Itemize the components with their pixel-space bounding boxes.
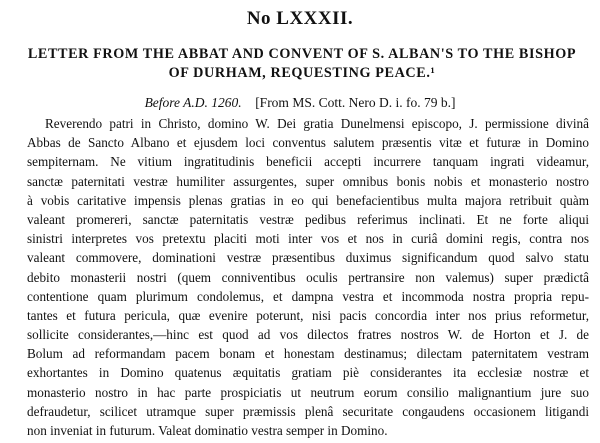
- body-line: defraudetur, scilicet utramque super præmissis plenâ securitate congaudens occasionem litigandi: [27, 403, 589, 419]
- letter-title-line-1: LETTER FROM THE ABBAT AND CONVENT OF S. ALBAN'S TO THE BISHOP: [27, 46, 577, 62]
- letter-title-line-2: OF DURHAM, REQUESTING PEACE.¹: [168, 65, 436, 81]
- body-line: exhortantes in Domino quatenus æquitatis gratiam piè considerantes ita ecclesiæ nostræ et: [27, 365, 589, 381]
- source-reference: [From MS. Cott. Nero D. i. fo. 79 b.]: [255, 95, 456, 110]
- body-line: valeant commovere, dominationi vestræ præsentibus duximus significandum quod salvo statu: [27, 250, 589, 266]
- body-line: Reverendo patri in Christo, domino W. Dei gratia Dunelmensi episcopo, J. permissione divinâ: [45, 116, 589, 131]
- body-line: sollicite considerantes,—hinc est quod ad vos dilectos fratres nostros W. de Horton et J. de: [27, 327, 589, 343]
- letter-title: [22, 45, 582, 83]
- body-line: contentione quam plurimum condolemus, et dampna vestra et incommoda nostra propria repu-: [27, 288, 589, 304]
- source-line: [0, 95, 600, 111]
- body-line: Bolum ad reformandam pacem bonam et honestam destinamus; dilectam paternitatem vestram: [27, 346, 589, 362]
- body-line: Abbas de Sancto Albano et ejusdem loci conventus salutem præsentis vitæ et futuræ in Domino: [27, 135, 589, 151]
- body-line: sanctæ paternitati vestræ humiliter assurgentes, super omnibus bonis nobis et monasterio nostro: [27, 173, 589, 189]
- body-line: à vobis caritative impensis plenas gratias in eo qui benefacientibus multa majora retribuit quàm: [27, 192, 589, 208]
- document-number: No LXXXII.: [246, 8, 354, 29]
- source-date: Before A.D. 1260.: [144, 95, 242, 110]
- body-line: valeant promereri, sanctæ paternitatis vestræ pedibus referimus inclinati. Et ne forte aliqui: [27, 211, 589, 227]
- letter-body: [27, 114, 589, 440]
- body-line: tantes et futura pericula, quæ evenire poterunt, nisi pacis concordia inter nos prius reformetur,: [27, 307, 589, 323]
- body-line: non inveniat in futurum. Valeat dominatio vestra semper in Domino.: [27, 423, 388, 438]
- body-line: debito monasterii nostri (quem conniventibus oculis pertransire non valemus) super prædictâ: [27, 269, 589, 285]
- body-line: monasterio nostro in hac parte prospiciatis ut neutrum eorum consilio malignantium jure suo: [27, 384, 589, 400]
- body-line: sinistri interpretes vos pretextu placiti moti inter vos et nos in curiâ domini regis, contra nos: [27, 231, 589, 247]
- body-line: sempiternam. Ne vitium ingratitudinis beneficii accepti incurrere tanquam ingrati videamur,: [27, 154, 589, 170]
